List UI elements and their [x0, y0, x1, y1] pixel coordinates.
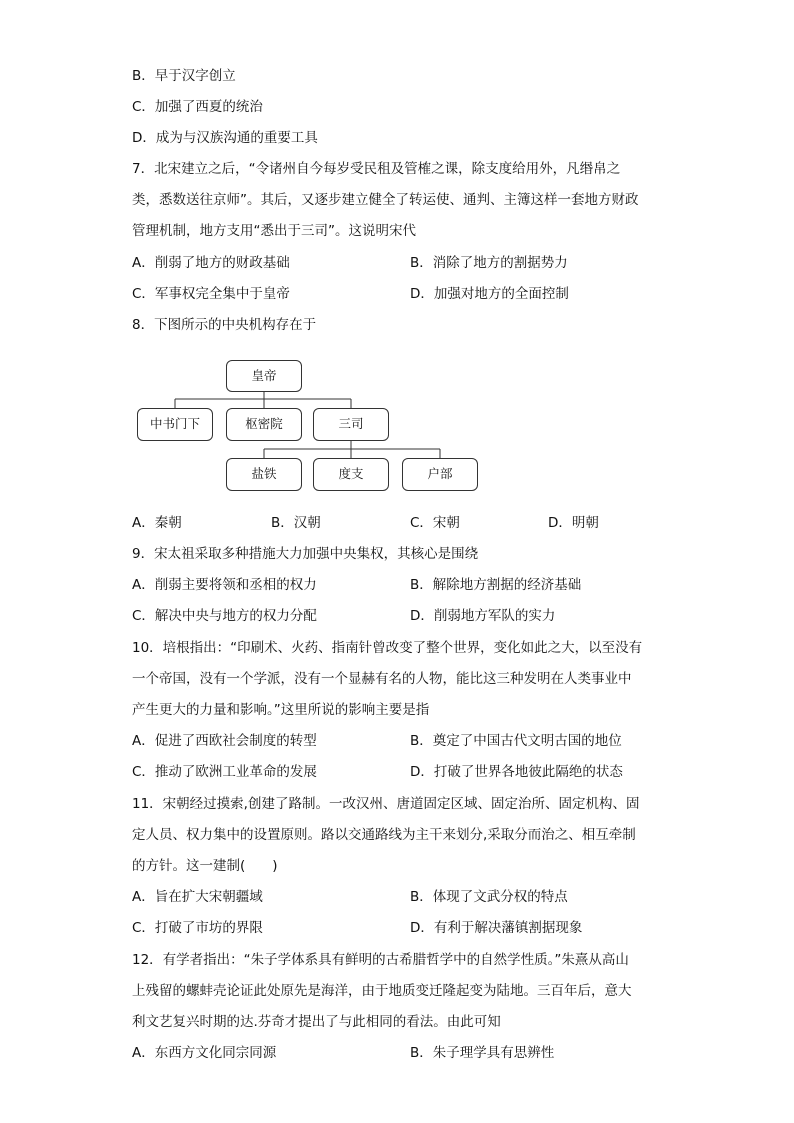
q7-option-b: B．消除了地方的割据势力 — [410, 255, 568, 271]
q6-option-d: D．成为与汉族沟通的重要工具 — [132, 130, 318, 146]
q11-option-c: C．打破了市坊的界限 — [132, 920, 263, 936]
q9-option-d: D．削弱地方军队的实力 — [410, 608, 556, 624]
q10-option-b: B．奠定了中国古代文明古国的地位 — [410, 733, 622, 749]
diagram-node-zhongshumenxia: 中书门下 — [137, 408, 213, 441]
q8-option-c: C．宋朝 — [410, 515, 460, 531]
q9-option-c: C．解决中央与地方的权力分配 — [132, 608, 317, 624]
q12-stem-line-3: 利文艺复兴时期的达.芬奇才提出了与此相同的看法。由此可知 — [132, 1014, 501, 1030]
q9-option-a: A．削弱主要将领和丞相的权力 — [132, 577, 317, 593]
q11-option-a: A．旨在扩大宋朝疆域 — [132, 889, 263, 905]
q11-option-d: D．有利于解决藩镇割据现象 — [410, 920, 583, 936]
q11-stem-line-2: 定人员、权力集中的设置原则。路以交通路线为主干来划分,采取分而治之、相互牵制 — [132, 827, 636, 843]
q8-diagram-connectors — [0, 0, 794, 520]
q7-stem-line-3: 管理机制，地方支用“悉出于三司”。这说明宋代 — [132, 223, 416, 239]
q10-stem-line-1: 10．培根指出：“印刷术、火药、指南针曾改变了整个世界，变化如此之大，以至没有 — [132, 640, 643, 656]
q10-option-d: D．打破了世界各地彼此隔绝的状态 — [410, 764, 623, 780]
q12-stem-line-1: 12．有学者指出：“朱子学体系具有鲜明的古希腊哲学中的自然学性质。”朱熹从高山 — [132, 952, 629, 968]
q10-option-a: A．促进了西欧社会制度的转型 — [132, 733, 317, 749]
q8-option-a: A．秦朝 — [132, 515, 182, 531]
q7-option-a: A．削弱了地方的财政基础 — [132, 255, 290, 271]
q8-option-b: B．汉朝 — [271, 515, 321, 531]
q8-option-d: D．明朝 — [548, 515, 599, 531]
q9-option-b: B．解除地方割据的经济基础 — [410, 577, 582, 593]
q12-option-b: B．朱子理学具有思辨性 — [410, 1045, 555, 1061]
diagram-node-emperor: 皇帝 — [226, 360, 302, 392]
diagram-node-shumiyuan: 枢密院 — [226, 408, 302, 441]
q11-stem-line-3: 的方针。这一建制( ) — [132, 858, 278, 874]
q6-option-c: C．加强了西夏的统治 — [132, 99, 263, 115]
diagram-node-sansi: 三司 — [313, 408, 389, 441]
q7-option-d: D．加强对地方的全面控制 — [410, 286, 569, 302]
q9-stem: 9．宋太祖采取多种措施大力加强中央集权，其核心是围绕 — [132, 546, 479, 562]
diagram-node-yantie: 盐铁 — [226, 458, 302, 491]
q7-stem-line-1: 7．北宋建立之后，“令诸州自今每岁受民租及管榷之课，除支度给用外，凡缗帛之 — [132, 161, 621, 177]
q11-option-b: B．体现了文武分权的特点 — [410, 889, 568, 905]
q10-stem-line-3: 产生更大的力量和影响。”这里所说的影响主要是指 — [132, 702, 430, 718]
q6-option-b: B．早于汉字创立 — [132, 68, 236, 84]
q7-stem-line-2: 类，悉数送往京师”。其后，又逐步建立健全了转运使、通判、主簿这样一套地方财政 — [132, 192, 639, 208]
q12-option-a: A．东西方文化同宗同源 — [132, 1045, 277, 1061]
q11-stem-line-1: 11．宋朝经过摸索,创建了路制。一改汉州、唐道固定区域、固定治所、固定机构、固 — [132, 796, 640, 812]
q8-stem: 8．下图所示的中央机构存在于 — [132, 317, 317, 333]
q10-option-c: C．推动了欧洲工业革命的发展 — [132, 764, 317, 780]
diagram-node-hubu: 户部 — [402, 458, 478, 491]
q12-stem-line-2: 上残留的螺蚌壳论证此处原先是海洋，由于地质变迁隆起变为陆地。三百年后，意大 — [132, 983, 632, 999]
diagram-node-duzhi: 度支 — [313, 458, 389, 491]
q10-stem-line-2: 一个帝国，没有一个学派，没有一个显赫有名的人物，能比这三种发明在人类事业中 — [132, 671, 632, 687]
q7-option-c: C．军事权完全集中于皇帝 — [132, 286, 290, 302]
